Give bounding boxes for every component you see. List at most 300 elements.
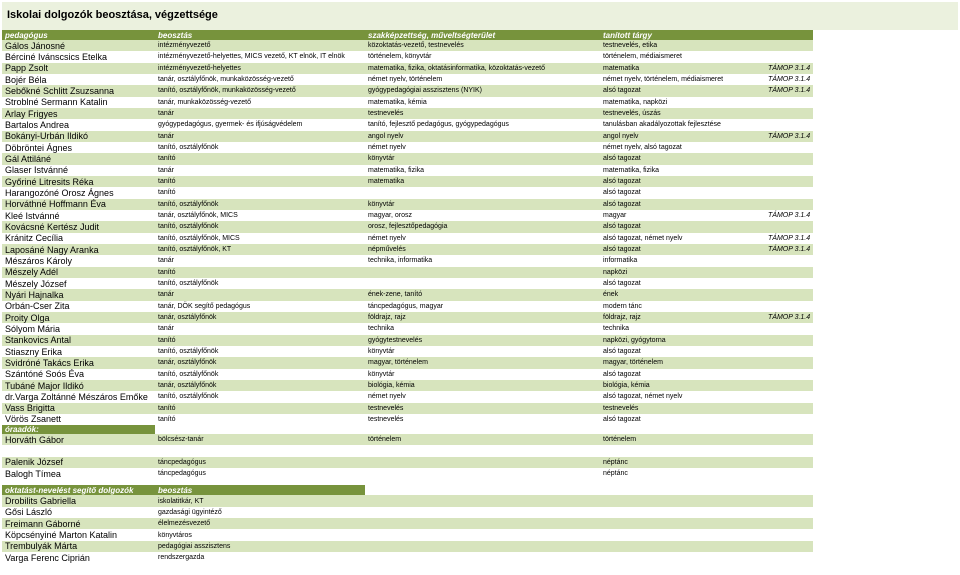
support-header-row	[2, 485, 958, 495]
staff-qualification: könyvtár	[365, 369, 600, 380]
staff-program	[765, 199, 813, 210]
row-filler	[813, 97, 958, 108]
staff-name: Arlay Frigyes	[2, 108, 155, 119]
table-row	[2, 187, 958, 198]
row-filler	[813, 63, 958, 74]
staff-program	[765, 468, 813, 479]
staff-role: táncpedagógus	[155, 457, 365, 468]
staff-name: Tubáné Major Ildikó	[2, 380, 155, 391]
row-filler	[813, 301, 958, 312]
staff-program	[765, 414, 813, 425]
staff-name: Bartalos Andrea	[2, 119, 155, 130]
staff-role: tanár	[155, 255, 365, 266]
table-row	[2, 108, 958, 119]
row-filler	[813, 414, 958, 425]
staff-role: tanító, osztályfőnök	[155, 346, 365, 357]
staff-program	[765, 97, 813, 108]
staff-role: tanár, osztályfőnök, MICS	[155, 210, 365, 221]
staff-subject: magyar, történelem	[600, 357, 765, 368]
staff-qualification: biológia, kémia	[365, 380, 600, 391]
column-header: pedagógus	[2, 30, 155, 40]
table-row	[2, 369, 958, 380]
staff-subject	[600, 445, 765, 456]
empty-cell	[365, 541, 600, 552]
staff-role: bölcsész-tanár	[155, 434, 365, 445]
column-header: beosztás	[155, 30, 365, 40]
staff-qualification	[365, 468, 600, 479]
staff-role: intézményvezető-helyettes	[155, 63, 365, 74]
row-filler	[813, 380, 958, 391]
staff-subject: napközi, gyógytorna	[600, 335, 765, 346]
staff-qualification: könyvtár	[365, 199, 600, 210]
teachers-header-row	[2, 30, 958, 40]
staff-program: TÁMOP 3.1.4	[765, 312, 813, 323]
header-blank	[813, 485, 958, 495]
staff-name: Trembulyák Márta	[2, 541, 155, 552]
staff-role: tanító, osztályfőnök	[155, 221, 365, 232]
staff-name: Nyári Hajnalka	[2, 289, 155, 300]
staff-qualification: magyar, orosz	[365, 210, 600, 221]
row-filler	[813, 457, 958, 468]
staff-subject: alsó tagozat	[600, 369, 765, 380]
empty-cell	[365, 529, 600, 540]
column-header: oktatást-nevelést segítő dolgozók	[2, 485, 155, 495]
staff-qualification: földrajz, rajz	[365, 312, 600, 323]
row-filler	[813, 131, 958, 142]
empty-cell	[600, 552, 765, 563]
staff-name: Palenik József	[2, 457, 155, 468]
staff-name: Stankovics Antal	[2, 335, 155, 346]
row-filler	[813, 541, 958, 552]
row-filler	[813, 153, 958, 164]
empty-cell	[765, 518, 813, 529]
empty-cell	[765, 529, 813, 540]
staff-program: TÁMOP 3.1.4	[765, 74, 813, 85]
row-filler	[813, 346, 958, 357]
row-filler	[813, 425, 958, 434]
staff-role: tanító	[155, 176, 365, 187]
staff-qualification: történelem	[365, 434, 600, 445]
staff-qualification: testnevelés	[365, 108, 600, 119]
staff-subject: matematika, fizika	[600, 165, 765, 176]
staff-name: Bérciné Ivánscsics Etelka	[2, 51, 155, 62]
table-row	[2, 131, 958, 142]
staff-qualification: német nyelv	[365, 391, 600, 402]
staff-subject: alsó tagozat	[600, 176, 765, 187]
staff-name: Orbán-Cser Zita	[2, 301, 155, 312]
staff-qualification	[365, 267, 600, 278]
staff-name: Szántóné Soós Éva	[2, 369, 155, 380]
staff-role: tanár	[155, 108, 365, 119]
staff-role: tanító, osztályfőnök	[155, 142, 365, 153]
table-row	[2, 301, 958, 312]
table-row	[2, 445, 958, 456]
row-filler	[813, 312, 958, 323]
staff-name: Freimann Gáborné	[2, 518, 155, 529]
row-filler	[813, 210, 958, 221]
table-row	[2, 414, 958, 425]
staff-program	[765, 108, 813, 119]
staff-subject: technika	[600, 323, 765, 334]
staff-role: tanár, osztályfőnök	[155, 357, 365, 368]
staff-program	[765, 278, 813, 289]
staff-name: Horváth Gábor	[2, 434, 155, 445]
staff-subject: történelem	[600, 434, 765, 445]
empty-cell	[365, 495, 600, 506]
staff-name: Mészáros Károly	[2, 255, 155, 266]
staff-qualification: gyógytestnevelés	[365, 335, 600, 346]
staff-qualification: technika	[365, 323, 600, 334]
staff-qualification: angol nyelv	[365, 131, 600, 142]
staff-role: tanító	[155, 153, 365, 164]
table-row	[2, 142, 958, 153]
staff-name	[2, 445, 155, 456]
row-filler	[813, 434, 958, 445]
row-filler	[813, 74, 958, 85]
staff-qualification	[365, 278, 600, 289]
staff-name: Horváthné Hoffmann Éva	[2, 199, 155, 210]
staff-role: élelmezésvezető	[155, 518, 365, 529]
staff-name: Glaser Istvánné	[2, 165, 155, 176]
staff-name: Gál Attiláné	[2, 153, 155, 164]
row-filler	[813, 176, 958, 187]
staff-program	[765, 357, 813, 368]
staff-qualification: könyvtár	[365, 153, 600, 164]
row-filler	[813, 403, 958, 414]
table-row	[2, 541, 958, 552]
staff-program	[765, 51, 813, 62]
table-row	[2, 221, 958, 232]
staff-program	[765, 289, 813, 300]
row-filler	[813, 495, 958, 506]
staff-qualification: történelem, könyvtár	[365, 51, 600, 62]
header-blank	[365, 485, 600, 495]
staff-name: Laposáné Nagy Aranka	[2, 244, 155, 255]
staff-role: tanító, osztályfőnök, MICS	[155, 233, 365, 244]
staff-role: pedagógiai asszisztens	[155, 541, 365, 552]
staff-qualification	[365, 457, 600, 468]
staff-qualification: gyógypedagógiai asszisztens (NYIK)	[365, 85, 600, 96]
staff-name: Balogh Tímea	[2, 468, 155, 479]
row-filler	[600, 425, 765, 434]
staff-name: Mészely József	[2, 278, 155, 289]
table-row	[2, 244, 958, 255]
staff-role: rendszergazda	[155, 552, 365, 563]
staff-program: TÁMOP 3.1.4	[765, 210, 813, 221]
empty-cell	[765, 552, 813, 563]
row-filler	[813, 142, 958, 153]
staff-qualification: matematika, kémia	[365, 97, 600, 108]
table-row	[2, 267, 958, 278]
column-header: szakképzettség, műveltségterület	[365, 30, 600, 40]
staff-program: TÁMOP 3.1.4	[765, 63, 813, 74]
staff-role: könyvtáros	[155, 529, 365, 540]
staff-qualification: testnevelés	[365, 403, 600, 414]
table-row	[2, 165, 958, 176]
staff-program	[765, 346, 813, 357]
staff-qualification: testnevelés	[365, 414, 600, 425]
staff-role: tanító, osztályfőnök, KT	[155, 244, 365, 255]
staff-subject: napközi	[600, 267, 765, 278]
staff-role: tanár	[155, 165, 365, 176]
staff-name: Kovácsné Kertész Judit	[2, 221, 155, 232]
staff-subject: alsó tagozat, német nyelv	[600, 233, 765, 244]
staff-program	[765, 335, 813, 346]
staff-subject: alsó tagozat, német nyelv	[600, 391, 765, 402]
staff-program	[765, 40, 813, 51]
staff-program: TÁMOP 3.1.4	[765, 85, 813, 96]
staff-role: tanító	[155, 414, 365, 425]
staff-subject: alsó tagozat	[600, 244, 765, 255]
staff-name: Döbröntei Ágnes	[2, 142, 155, 153]
staff-role: tanító	[155, 335, 365, 346]
staff-qualification: népművelés	[365, 244, 600, 255]
table-row	[2, 357, 958, 368]
staff-role: tanító, osztályfőnök, munkaközösség-vezető	[155, 85, 365, 96]
table-row	[2, 85, 958, 96]
staff-program	[765, 221, 813, 232]
staff-role: táncpedagógus	[155, 468, 365, 479]
staff-name: Köpcsényiné Marton Katalin	[2, 529, 155, 540]
staff-program	[765, 119, 813, 130]
empty-cell	[600, 495, 765, 506]
column-header: beosztás	[155, 485, 365, 495]
table-row	[2, 210, 958, 221]
staff-qualification: tanító, fejlesztő pedagógus, gyógypedagógus	[365, 119, 600, 130]
table-row	[2, 403, 958, 414]
row-filler	[813, 221, 958, 232]
table-row	[2, 507, 958, 518]
staff-name: Gálos Jánosné	[2, 40, 155, 51]
staff-qualification: közoktatás-vezető, testnevelés	[365, 40, 600, 51]
staff-program	[765, 142, 813, 153]
staff-qualification: matematika, fizika, oktatásinformatika, közoktatás-vezető	[365, 63, 600, 74]
table-row	[2, 233, 958, 244]
row-filler	[765, 425, 813, 434]
staff-program	[765, 267, 813, 278]
staff-role: intézményvezető	[155, 40, 365, 51]
row-filler	[813, 187, 958, 198]
header-blank	[765, 485, 813, 495]
row-filler	[813, 518, 958, 529]
staff-qualification: német nyelv	[365, 233, 600, 244]
staff-program	[765, 301, 813, 312]
row-filler	[813, 335, 958, 346]
staff-qualification: technika, informatika	[365, 255, 600, 266]
staff-name: Kleé Istvánné	[2, 210, 155, 221]
staff-role: tanár, DÖK segítő pedagógus	[155, 301, 365, 312]
staff-program	[765, 391, 813, 402]
staff-name: Sebőkné Schlitt Zsuzsanna	[2, 85, 155, 96]
staff-subject: földrajz, rajz	[600, 312, 765, 323]
table-row	[2, 51, 958, 62]
table-row	[2, 518, 958, 529]
row-filler	[813, 357, 958, 368]
table-row	[2, 380, 958, 391]
table-row	[2, 153, 958, 164]
section-label: óraadók:	[2, 425, 155, 434]
row-filler	[813, 165, 958, 176]
table-row	[2, 391, 958, 402]
staff-subject: tanulásban akadályozottak fejlesztése	[600, 119, 765, 130]
table-row	[2, 119, 958, 130]
staff-name: Mészely Adél	[2, 267, 155, 278]
staff-qualification: magyar, történelem	[365, 357, 600, 368]
staff-name: Strobl​né Sermann Katalin	[2, 97, 155, 108]
row-filler	[813, 468, 958, 479]
staff-subject: alsó tagozat	[600, 85, 765, 96]
staff-subject: alsó tagozat	[600, 187, 765, 198]
table-row	[2, 335, 958, 346]
empty-cell	[365, 552, 600, 563]
staff-qualification	[365, 445, 600, 456]
staff-subject: matematika, napközi	[600, 97, 765, 108]
staff-qualification: német nyelv	[365, 142, 600, 153]
staff-subject: magyar	[600, 210, 765, 221]
empty-cell	[765, 495, 813, 506]
staff-program	[765, 323, 813, 334]
staff-name: Proity Olga	[2, 312, 155, 323]
staff-name: Harangozóné Orosz Ágnes	[2, 187, 155, 198]
empty-cell	[600, 529, 765, 540]
staff-role: tanító, osztályfőnök	[155, 199, 365, 210]
column-header: tanított tárgy	[600, 30, 765, 40]
staff-role: tanár, osztályfőnök, munkaközösség-vezető	[155, 74, 365, 85]
staff-qualification: német nyelv, történelem	[365, 74, 600, 85]
staff-qualification: matematika	[365, 176, 600, 187]
staff-name: Stiaszny Erika	[2, 346, 155, 357]
staff-role: tanár	[155, 323, 365, 334]
empty-cell	[765, 507, 813, 518]
row-filler	[813, 40, 958, 51]
staff-name: Svidróné Takács Erika	[2, 357, 155, 368]
staff-program: TÁMOP 3.1.4	[765, 244, 813, 255]
staff-name: Papp Zsolt	[2, 63, 155, 74]
header-blank	[600, 485, 765, 495]
document-title-bar	[2, 2, 958, 30]
row-filler	[813, 119, 958, 130]
staff-qualification: matematika, fizika	[365, 165, 600, 176]
row-filler	[813, 289, 958, 300]
staff-name: Bokányi-Urbán Ildikó	[2, 131, 155, 142]
staff-subject: alsó tagozat	[600, 153, 765, 164]
staff-subject: biológia, kémia	[600, 380, 765, 391]
staff-role: tanító	[155, 187, 365, 198]
staff-qualification	[365, 187, 600, 198]
row-filler	[813, 552, 958, 563]
table-row	[2, 312, 958, 323]
staff-role: tanító, osztályfőnök	[155, 278, 365, 289]
row-filler	[813, 369, 958, 380]
staff-program	[765, 434, 813, 445]
table-row	[2, 63, 958, 74]
row-filler	[813, 391, 958, 402]
row-filler	[813, 51, 958, 62]
staff-name: Győriné Litresits Réka	[2, 176, 155, 187]
row-filler	[365, 425, 600, 434]
staff-qualification: ének-zene, tanító	[365, 289, 600, 300]
staff-program	[765, 187, 813, 198]
staff-role: gazdasági ügyintéző	[155, 507, 365, 518]
staff-qualification: táncpedagógus, magyar	[365, 301, 600, 312]
staff-name: Sólyom Mária	[2, 323, 155, 334]
staff-subject: alsó tagozat	[600, 278, 765, 289]
empty-cell	[600, 518, 765, 529]
row-filler	[813, 255, 958, 266]
table-row	[2, 552, 958, 563]
staff-role: tanár, munkaközösség-vezető	[155, 97, 365, 108]
staff-subject: német nyelv, alsó tagozat	[600, 142, 765, 153]
table-row	[2, 468, 958, 479]
staff-role: iskolatitkár, KT	[155, 495, 365, 506]
staff-role	[155, 445, 365, 456]
row-filler	[813, 244, 958, 255]
empty-cell	[600, 541, 765, 552]
staff-program	[765, 176, 813, 187]
header-filler	[765, 30, 813, 40]
staff-table	[2, 30, 958, 563]
table-row	[2, 74, 958, 85]
staff-role: tanító	[155, 403, 365, 414]
document-title: Iskolai dolgozók beosztása, végzettsége	[7, 9, 218, 21]
hourly-section-row	[2, 425, 958, 434]
staff-subject: német nyelv, történelem, médiaismeret	[600, 74, 765, 85]
staff-name: Drobilits Gabriella	[2, 495, 155, 506]
table-row	[2, 495, 958, 506]
table-row	[2, 289, 958, 300]
staff-subject: néptánc	[600, 457, 765, 468]
table-row	[2, 97, 958, 108]
row-filler	[813, 108, 958, 119]
row-filler	[813, 233, 958, 244]
table-row	[2, 278, 958, 289]
empty-cell	[365, 507, 600, 518]
header-blank	[813, 30, 958, 40]
empty-cell	[365, 518, 600, 529]
table-row	[2, 434, 958, 445]
row-filler	[813, 323, 958, 334]
staff-subject: angol nyelv	[600, 131, 765, 142]
staff-program	[765, 457, 813, 468]
staff-program	[765, 153, 813, 164]
row-filler	[813, 529, 958, 540]
empty-cell	[600, 507, 765, 518]
staff-name: Gősi László	[2, 507, 155, 518]
staff-program	[765, 403, 813, 414]
table-row	[2, 529, 958, 540]
staff-program: TÁMOP 3.1.4	[765, 131, 813, 142]
table-row	[2, 457, 958, 468]
row-filler	[813, 278, 958, 289]
staff-subject: ének	[600, 289, 765, 300]
staff-subject: modern tánc	[600, 301, 765, 312]
staff-role: tanár, osztályfőnök	[155, 380, 365, 391]
staff-subject: történelem, médiaismeret	[600, 51, 765, 62]
staff-name: Varga Ferenc Ciprián	[2, 552, 155, 563]
staff-qualification: könyvtár	[365, 346, 600, 357]
row-filler	[813, 445, 958, 456]
staff-role: tanító, osztályfőnök	[155, 391, 365, 402]
staff-subject: matematika	[600, 63, 765, 74]
staff-program	[765, 369, 813, 380]
staff-role: tanító, osztályfőnök	[155, 369, 365, 380]
empty-cell	[765, 541, 813, 552]
staff-role: tanár	[155, 289, 365, 300]
staff-subject: alsó tagozat	[600, 199, 765, 210]
table-row	[2, 176, 958, 187]
staff-subject: néptánc	[600, 468, 765, 479]
staff-subject: testnevelés, etika	[600, 40, 765, 51]
